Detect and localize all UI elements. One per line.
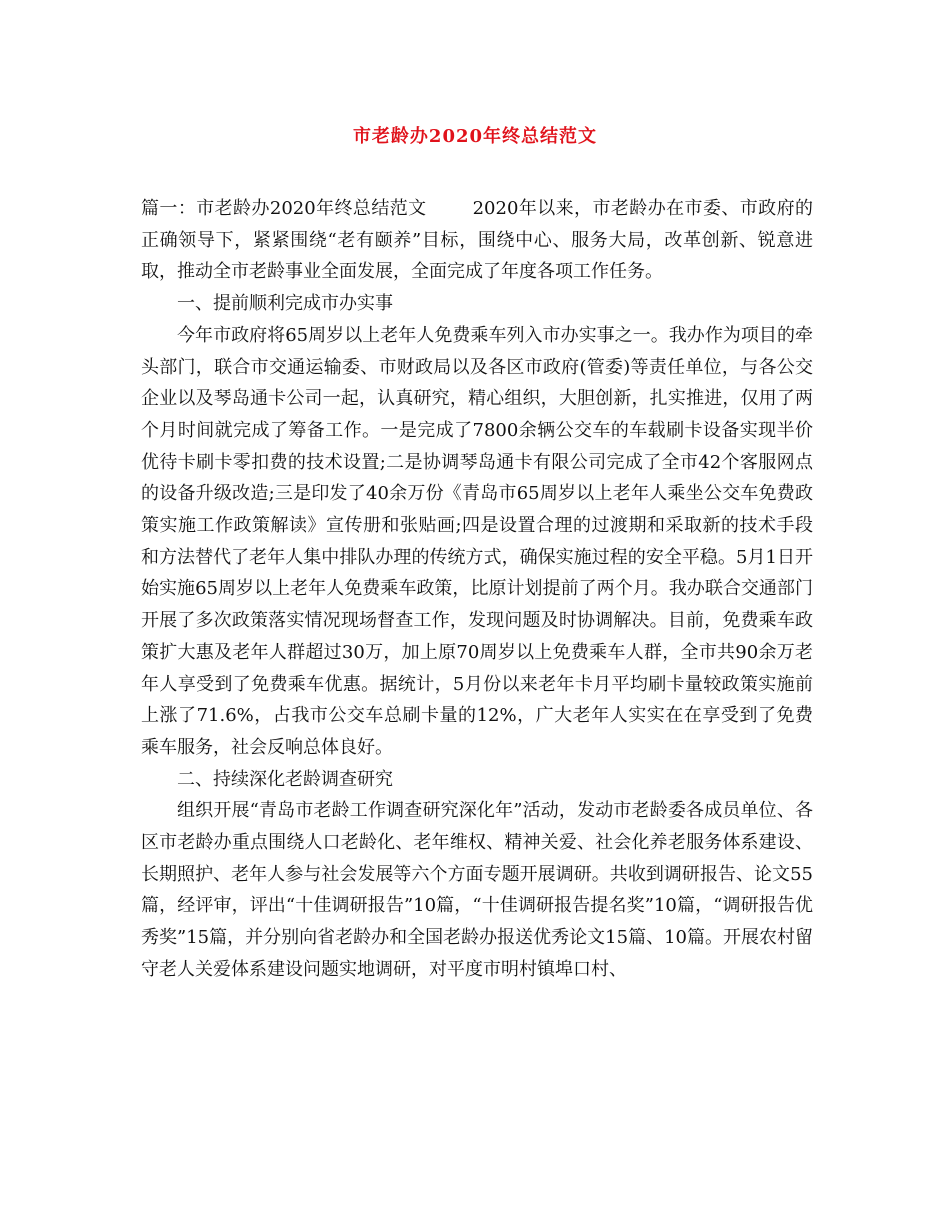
intro-text: 2020年以来，市老龄办在市委、市政府的正确领导下，紧紧围绕“老有颐养”目标，围绕中心、服务大局，改革创新、锐意进取，推动全市老龄事业全面发展，全面完成了年度各项工作任务。: [141, 198, 814, 283]
section2-heading: 二、持续深化老龄调查研究: [177, 768, 393, 790]
document-title: 市老龄办2020年终总结范文: [352, 126, 598, 147]
intro-paragraph: [141, 193, 813, 288]
section1-paragraph: 今年市政府将65周岁以上老年人免费乘车列入市办实事之一。我办作为项目的牵头部门，联合市交通运输委、市财政局以及各区市政府(管委)等责任单位，与各公交企业以及琴岛通卡公司一起，认真研究，精心组织，大胆创新，扎实推进，仅用了两个月时间就完成了筹备工作。一是完成了7800余辆公交车的车载刷卡设备实现半价优待卡刷卡零扣费的技术设置;二是协调琴岛通卡有限公司完成了全市42个客服网点的设备升级改造;三是印发了40余万份《青岛市65周岁以上老年人乘坐公交车免费政策实施工作政策解读》宣传册和张贴画;四是设置合理的过渡期和采取新的技术手段和方法替代了老年人集中排队办理的传统方式，确保实施过程的安全平稳。5月1日开始实施65周岁以上老年人免费乘车政策，比原计划提前了两个月。我办联合交通部门开展了多次政策落实情况现场督查工作，发现问题及时协调解决。目前，免费乘车政策扩大惠及老年人群超过30万，加上原70周岁以上免费乘车人群，全市共90余万老年人享受到了免费乘车优惠。据统计，5月份以来老年卡月平均刷卡量较政策实施前上涨了71.6%，占我市公交车总刷卡量的12%，广大老年人实实在在享受到了免费乘车服务，社会反响总体良好。: [141, 324, 813, 758]
document-body: [141, 193, 813, 986]
section2-paragraph: 组织开展“青岛市老龄工作调查研究深化年”活动，发动市老龄委各成员单位、各区市老龄办重点围绕人口老龄化、老年维权、精神关爱、社会化养老服务体系建设、长期照护、老年人参与社会发展等六个方面专题开展调研。共收到调研报告、论文55篇，经评审，评出“十佳调研报告”10篇，“十佳调研报告提名奖”10篇，“调研报告优秀奖”15篇，并分别向省老龄办和全国老龄办报送优秀论文15篇、10篇。开展农村留守老人关爱体系建设问题实地调研，对平度市明村镇埠口村、: [141, 800, 813, 980]
section1-heading: 一、提前顺利完成市办实事: [177, 293, 393, 315]
intro-label: 篇一：市老龄办2020年终总结范文: [141, 198, 427, 219]
